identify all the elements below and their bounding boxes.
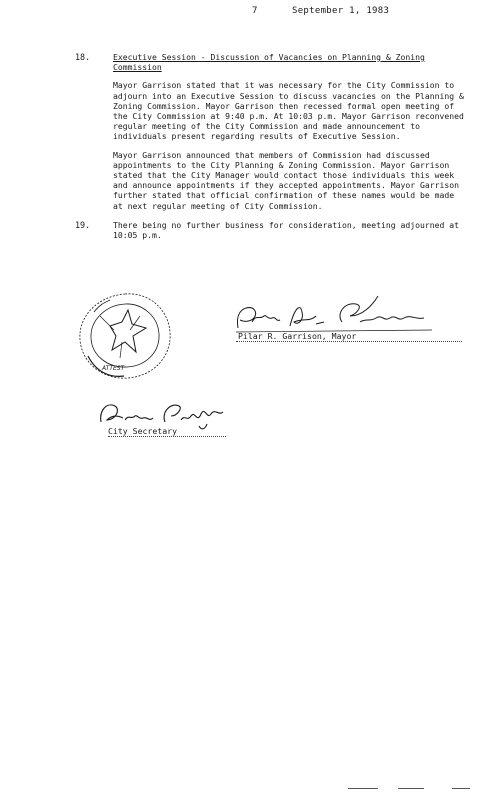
item-paragraph: Mayor Garrison stated that it was necessary for the City Commission to adjourn into an Executive Session to discuss vacancies on the Planning & Zoning Commission. Mayor Garrison then recessed formal open meeting of the City Commission at 9:40 p.m. At 10:03 p.m. Mayor Garrison reconvened regular meeting of the City Commission and made announcement to individuals present regarding results of Executive Session. <box>113 80 464 142</box>
mayor-caption: Pilar R. Garrison, Mayor <box>238 331 357 341</box>
footer-mark <box>452 788 470 790</box>
page-date: September 1, 1983 <box>292 6 390 16</box>
item-body <box>113 220 465 248</box>
item-paragraph: There being no further business for consideration, meeting adjourned at 10:05 p.m. <box>113 220 459 241</box>
page-number: 7 <box>252 6 258 16</box>
footer-mark <box>348 788 378 790</box>
item-paragraph: Mayor Garrison announced that members of Commission had discussed appointments to the City Planning & Zoning Commission. Mayor Garrison stated that the City Manager would contact those individuals this week and announce appointments if they accepted appointments. Mayor Garrison further stated that official confirmation of these names would be made at next regular meeting of City Commission. <box>113 149 459 211</box>
seal-text: ATTEST <box>102 365 125 372</box>
item-title: Executive Session - Discussion of Vacancies on Planning & Zoning Commission <box>113 52 425 73</box>
secretary-signature-line <box>108 436 226 437</box>
item-number: 18. <box>75 52 91 62</box>
footer-mark <box>398 788 424 790</box>
item-number: 19. <box>75 220 91 230</box>
city-seal-icon <box>70 286 180 386</box>
mayor-signature-line <box>236 341 462 342</box>
secretary-caption: City Secretary <box>108 426 178 436</box>
item-body <box>113 52 465 219</box>
